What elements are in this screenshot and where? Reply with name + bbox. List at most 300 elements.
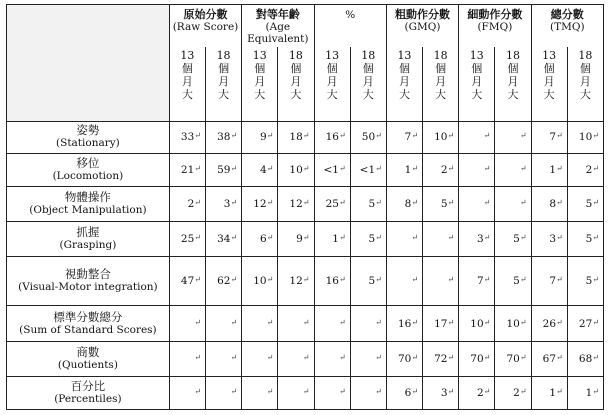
return-mark: ↵: [194, 387, 201, 397]
row-label: [7, 305, 170, 342]
return-mark: ↵: [447, 232, 455, 242]
score-value: 1: [549, 387, 557, 400]
score-cell: [314, 256, 350, 305]
age-subheader: 18 個 月 大: [423, 47, 459, 121]
score-cell: [531, 256, 567, 305]
score-cell: [459, 305, 495, 342]
return-mark: ↵: [483, 232, 491, 242]
group-header-en: (FMQ): [477, 21, 513, 33]
score-value: 10: [578, 131, 593, 144]
row-label: [7, 154, 170, 187]
return-mark: ↵: [266, 232, 274, 242]
score-cell: [278, 154, 314, 187]
score-cell: [495, 305, 531, 342]
row-label-zh: 標準分數總分: [53, 309, 123, 324]
return-mark: ↵: [519, 274, 527, 284]
score-cell: [205, 221, 241, 256]
score-cell: [386, 187, 422, 222]
score-cell: [423, 305, 459, 342]
score-cell: [423, 187, 459, 222]
score-cell: [567, 377, 603, 410]
return-mark: ↵: [411, 317, 419, 327]
score-value: 1: [549, 164, 557, 177]
score-value: 1: [332, 232, 339, 245]
row-label: [7, 256, 170, 305]
return-mark: ↵: [194, 197, 201, 207]
return-mark: ↵: [302, 164, 310, 174]
score-cell: [350, 221, 386, 256]
group-header-zh: 原始分數: [183, 8, 228, 21]
score-value: 27: [578, 317, 593, 330]
score-cell: [495, 377, 531, 410]
score-value: 5: [368, 274, 376, 287]
score-value: 16: [325, 131, 339, 144]
score-cell: [386, 256, 422, 305]
score-cell: [386, 377, 422, 410]
score-value: 7: [549, 274, 557, 287]
score-value: 10: [470, 317, 484, 330]
return-mark: ↵: [556, 387, 563, 397]
return-mark: ↵: [556, 274, 563, 284]
score-value: 5: [585, 197, 593, 210]
score-value: <1: [359, 164, 376, 177]
return-mark: ↵: [266, 317, 274, 327]
score-value: 16: [325, 274, 339, 287]
score-cell: [495, 154, 531, 187]
score-cell: [242, 342, 278, 377]
score-value: 6: [404, 387, 412, 400]
score-value: 12: [289, 274, 303, 287]
row-label-en: (Grasping): [59, 238, 117, 251]
row-label: [7, 342, 170, 377]
score-cell: [531, 305, 567, 342]
group-header: [531, 5, 603, 48]
score-cell: [242, 305, 278, 342]
score-cell: [567, 121, 603, 154]
score-cell: [205, 256, 241, 305]
return-mark: ↵: [302, 197, 310, 207]
row-label-zh: 移位: [76, 156, 100, 171]
return-mark: ↵: [230, 274, 238, 284]
score-value: 8: [549, 197, 557, 210]
score-cell: [386, 221, 422, 256]
return-mark: ↵: [556, 317, 563, 327]
score-value: 38: [217, 131, 231, 144]
score-value: 9: [259, 131, 267, 144]
score-value: 5: [368, 197, 376, 210]
return-mark: ↵: [302, 317, 310, 327]
score-cell: [278, 305, 314, 342]
score-cell: [169, 305, 205, 342]
return-mark: ↵: [338, 387, 346, 397]
score-cell: [169, 121, 205, 154]
score-cell: [495, 187, 531, 222]
return-mark: ↵: [302, 131, 310, 141]
return-mark: ↵: [266, 387, 274, 397]
group-header-en: (Raw Score): [172, 21, 239, 33]
score-value: 62: [217, 274, 231, 287]
score-value: 8: [404, 197, 412, 210]
score-cell: [386, 305, 422, 342]
score-cell: [169, 256, 205, 305]
score-value: 50: [361, 131, 376, 144]
return-mark: ↵: [230, 232, 238, 242]
score-value: 25: [180, 232, 195, 245]
score-cell: [242, 187, 278, 222]
score-cell: [350, 305, 386, 342]
score-cell: [169, 342, 205, 377]
return-mark: ↵: [556, 131, 563, 141]
row-label: [7, 377, 170, 410]
score-value: 3: [440, 387, 448, 400]
return-mark: ↵: [592, 387, 599, 397]
score-cell: [459, 377, 495, 410]
score-cell: [567, 221, 603, 256]
group-header: [242, 5, 314, 48]
group-header-en: %: [345, 9, 356, 21]
return-mark: ↵: [375, 387, 382, 397]
row-label-zh: 百分比: [70, 379, 106, 394]
age-subheader: 18 個 月 大: [495, 47, 531, 121]
score-value: <1: [323, 164, 339, 177]
score-cell: [314, 305, 350, 342]
return-mark: ↵: [302, 387, 310, 397]
score-value: 68: [578, 353, 593, 366]
score-cell: [567, 305, 603, 342]
score-cell: [314, 154, 350, 187]
score-cell: [314, 221, 350, 256]
row-label-en: (Stationary): [56, 137, 120, 150]
return-mark: ↵: [375, 197, 382, 207]
return-mark: ↵: [411, 387, 419, 397]
score-value: 26: [542, 317, 557, 330]
return-mark: ↵: [411, 131, 419, 141]
return-mark: ↵: [447, 317, 455, 327]
table-row: [7, 154, 604, 187]
return-mark: ↵: [230, 131, 238, 141]
score-value: 70: [397, 353, 412, 366]
table-row: [7, 121, 604, 154]
row-label-zh: 物體操作: [64, 189, 111, 204]
table-row: [7, 305, 604, 342]
row-label: [7, 221, 170, 256]
return-mark: ↵: [556, 353, 563, 363]
score-value: 70: [470, 353, 484, 366]
return-mark: ↵: [447, 131, 455, 141]
score-cell: [386, 342, 422, 377]
score-cell: [423, 121, 459, 154]
return-mark: ↵: [483, 197, 491, 207]
score-value: 2: [187, 197, 195, 210]
score-cell: [567, 342, 603, 377]
score-cell: [567, 154, 603, 187]
score-cell: [495, 121, 531, 154]
return-mark: ↵: [375, 232, 382, 242]
row-label-en: (Quotients): [57, 359, 118, 372]
score-value: 10: [253, 274, 267, 287]
score-cell: [459, 256, 495, 305]
table-row: [7, 377, 604, 410]
return-mark: ↵: [230, 197, 238, 207]
score-cell: [205, 342, 241, 377]
score-cell: [423, 377, 459, 410]
return-mark: ↵: [266, 274, 274, 284]
return-mark: ↵: [592, 164, 599, 174]
score-cell: [350, 187, 386, 222]
return-mark: ↵: [519, 387, 527, 397]
return-mark: ↵: [266, 164, 274, 174]
score-value: 3: [549, 232, 557, 245]
row-label-en: (Visual-Motor integration): [18, 280, 158, 293]
score-value: 16: [397, 317, 412, 330]
score-cell: [314, 377, 350, 410]
return-mark: ↵: [519, 232, 527, 242]
score-cell: [459, 187, 495, 222]
return-mark: ↵: [411, 274, 419, 284]
score-cell: [314, 121, 350, 154]
score-cell: [169, 221, 205, 256]
group-header-zh: 細動作分數: [467, 8, 523, 21]
table-row: [7, 221, 604, 256]
age-subheader: 18 個 月 大: [205, 47, 241, 121]
return-mark: ↵: [483, 274, 491, 284]
score-value: 18: [289, 131, 303, 144]
score-cell: [423, 342, 459, 377]
score-cell: [386, 121, 422, 154]
score-cell: [567, 187, 603, 222]
header-group-row: [7, 5, 604, 48]
score-cell: [495, 221, 531, 256]
return-mark: ↵: [266, 197, 274, 207]
return-mark: ↵: [375, 317, 382, 327]
score-cell: [350, 342, 386, 377]
score-cell: [169, 377, 205, 410]
return-mark: ↵: [375, 274, 382, 284]
return-mark: ↵: [302, 274, 310, 284]
age-subheader: 13 個 月 大: [459, 47, 495, 121]
score-cell: [423, 256, 459, 305]
return-mark: ↵: [302, 232, 310, 242]
return-mark: ↵: [338, 317, 346, 327]
return-mark: ↵: [447, 353, 455, 363]
score-cell: [423, 221, 459, 256]
score-value: 7: [549, 131, 557, 144]
return-mark: ↵: [483, 317, 491, 327]
score-cell: [278, 221, 314, 256]
score-cell: [350, 256, 386, 305]
return-mark: ↵: [483, 164, 491, 174]
group-header-zh: 總分數: [550, 8, 584, 21]
score-value: 6: [259, 232, 267, 245]
group-header: [459, 5, 531, 48]
score-value: 5: [513, 232, 520, 245]
return-mark: ↵: [338, 197, 346, 207]
table-row: [7, 187, 604, 222]
return-mark: ↵: [411, 353, 419, 363]
return-mark: ↵: [194, 164, 201, 174]
score-cell: [242, 256, 278, 305]
return-mark: ↵: [266, 131, 274, 141]
score-cell: [531, 221, 567, 256]
row-label-en: (Locomotion): [52, 170, 124, 183]
group-header-en: (TMQ): [549, 21, 585, 33]
group-header: [314, 5, 386, 48]
return-mark: ↵: [447, 274, 455, 284]
row-label: [7, 121, 170, 154]
row-label: [7, 187, 170, 222]
return-mark: ↵: [411, 197, 419, 207]
score-value: 25: [325, 197, 339, 210]
score-cell: [278, 187, 314, 222]
score-value: 10: [434, 131, 448, 144]
return-mark: ↵: [483, 131, 491, 141]
return-mark: ↵: [375, 353, 382, 363]
score-cell: [242, 154, 278, 187]
score-value: 72: [434, 353, 448, 366]
score-value: 10: [289, 164, 303, 177]
return-mark: ↵: [194, 274, 201, 284]
return-mark: ↵: [411, 164, 419, 174]
return-mark: ↵: [447, 164, 455, 174]
score-cell: [278, 121, 314, 154]
age-subheader: 13 個 月 大: [386, 47, 422, 121]
return-mark: ↵: [519, 197, 527, 207]
return-mark: ↵: [519, 353, 527, 363]
score-cell: [314, 342, 350, 377]
score-cell: [278, 342, 314, 377]
score-value: 59: [217, 164, 231, 177]
score-value: 2: [440, 164, 448, 177]
return-mark: ↵: [230, 317, 238, 327]
score-cell: [242, 221, 278, 256]
score-value: 7: [476, 274, 484, 287]
score-value: 5: [368, 232, 376, 245]
return-mark: ↵: [592, 232, 599, 242]
return-mark: ↵: [375, 164, 382, 174]
score-value: 12: [253, 197, 267, 210]
return-mark: ↵: [556, 164, 563, 174]
score-cell: [314, 187, 350, 222]
score-value: 2: [513, 387, 520, 400]
return-mark: ↵: [447, 387, 455, 397]
return-mark: ↵: [592, 317, 599, 327]
score-cell: [350, 154, 386, 187]
score-cell: [205, 187, 241, 222]
return-mark: ↵: [230, 387, 238, 397]
row-label-en: (Sum of Standard Scores): [19, 323, 157, 336]
age-subheader: 13 個 月 大: [531, 47, 567, 121]
return-mark: ↵: [519, 131, 527, 141]
return-mark: ↵: [194, 317, 201, 327]
score-cell: [495, 256, 531, 305]
score-cell: [531, 377, 567, 410]
row-label-zh: 姿勢: [76, 123, 100, 138]
score-value: 67: [542, 353, 557, 366]
group-header-zh: 粗動作分數: [395, 8, 451, 21]
score-value: 70: [506, 353, 520, 366]
score-cell: [567, 256, 603, 305]
score-cell: [169, 154, 205, 187]
row-label-zh: 抓握: [76, 224, 100, 239]
return-mark: ↵: [592, 131, 599, 141]
return-mark: ↵: [447, 197, 455, 207]
score-value: 34: [217, 232, 231, 245]
return-mark: ↵: [302, 353, 310, 363]
score-value: 3: [223, 197, 231, 210]
score-cell: [278, 377, 314, 410]
return-mark: ↵: [338, 353, 346, 363]
score-value: 7: [404, 131, 412, 144]
row-label-en: (Percentiles): [54, 393, 122, 406]
score-cell: [459, 221, 495, 256]
score-cell: [459, 121, 495, 154]
group-header: [386, 5, 458, 48]
corner-cell: [7, 5, 170, 122]
score-cell: [350, 121, 386, 154]
return-mark: ↵: [592, 353, 599, 363]
score-cell: [278, 256, 314, 305]
return-mark: ↵: [411, 232, 419, 242]
score-cell: [242, 121, 278, 154]
age-subheader: 18 個 月 大: [350, 47, 386, 121]
score-cell: [531, 342, 567, 377]
score-value: 5: [440, 197, 448, 210]
return-mark: ↵: [592, 274, 599, 284]
age-subheader: 18 個 月 大: [567, 47, 603, 121]
table-row: [7, 342, 604, 377]
return-mark: ↵: [194, 353, 201, 363]
return-mark: ↵: [338, 232, 346, 242]
score-cell: [205, 305, 241, 342]
score-cell: [459, 342, 495, 377]
row-label-zh: 商數: [76, 345, 100, 360]
score-value: 10: [506, 317, 520, 330]
group-header: [169, 5, 241, 48]
score-cell: [531, 121, 567, 154]
group-header-en: (GMQ): [404, 21, 441, 33]
return-mark: ↵: [375, 131, 382, 141]
table-row: [7, 256, 604, 305]
return-mark: ↵: [483, 387, 491, 397]
score-cell: [495, 342, 531, 377]
score-cell: [531, 154, 567, 187]
score-value: 9: [296, 232, 303, 245]
score-cell: [169, 187, 205, 222]
score-value: 3: [476, 232, 484, 245]
score-cell: [205, 154, 241, 187]
score-value: 5: [585, 274, 593, 287]
age-subheader: 13 個 月 大: [242, 47, 278, 121]
return-mark: ↵: [519, 164, 527, 174]
score-value: 33: [180, 131, 195, 144]
score-cell: [531, 187, 567, 222]
age-subheader: 18 個 月 大: [278, 47, 314, 121]
return-mark: ↵: [194, 232, 201, 242]
return-mark: ↵: [556, 197, 563, 207]
score-value: 2: [585, 164, 593, 177]
score-value: 1: [404, 164, 412, 177]
age-subheader: 13 個 月 大: [169, 47, 205, 121]
row-label-en: (Object Manipulation): [29, 203, 147, 216]
return-mark: ↵: [266, 353, 274, 363]
score-cell: [242, 377, 278, 410]
score-cell: [205, 121, 241, 154]
return-mark: ↵: [338, 131, 346, 141]
return-mark: ↵: [483, 353, 491, 363]
score-value: 1: [585, 387, 593, 400]
row-label-zh: 視動整合: [64, 266, 111, 281]
scores-table: [6, 4, 604, 410]
